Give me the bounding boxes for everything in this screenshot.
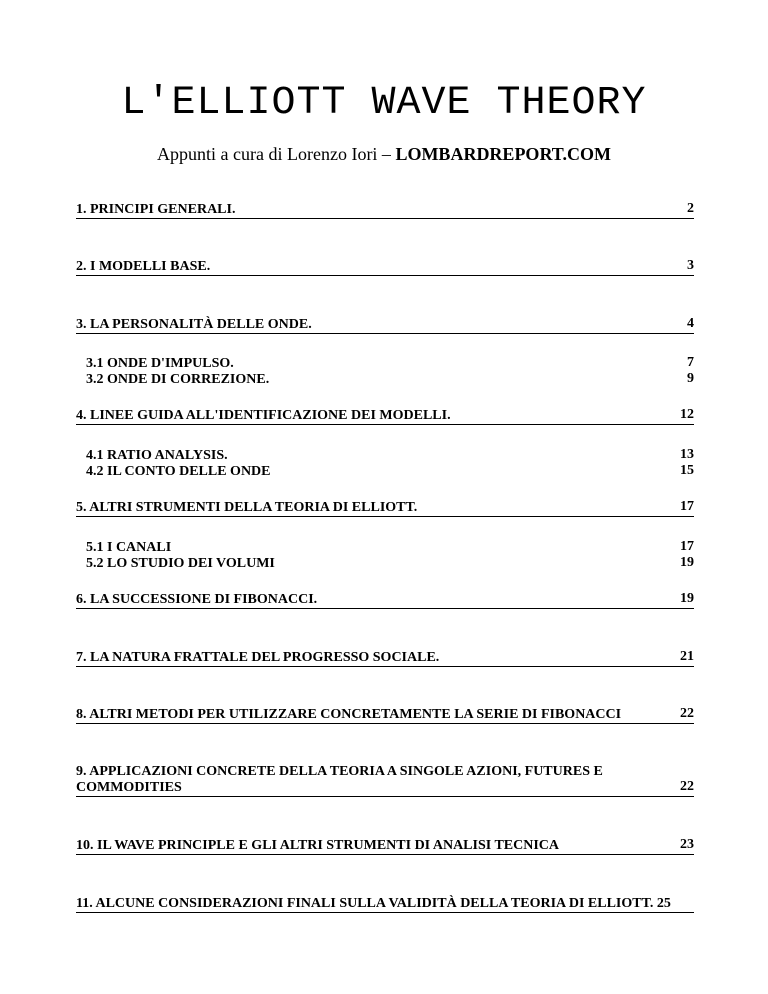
toc-entry-1[interactable]	[76, 202, 694, 219]
toc-entry-page: 4	[687, 316, 694, 331]
toc-entry-10[interactable]	[76, 838, 694, 855]
toc-entry-3[interactable]	[76, 317, 694, 334]
toc-entry-label: 6. LA SUCCESSIONE DI FIBONACCI.	[76, 592, 318, 607]
toc-entry-page: 15	[680, 463, 694, 478]
toc-entry-label: 2. I MODELLI BASE.	[76, 259, 211, 274]
toc-entry-label: 4.2 IL CONTO DELLE ONDE	[86, 464, 271, 479]
toc-entry-label: 3.2 ONDE DI CORREZIONE.	[86, 372, 270, 387]
toc-entry-page: 22	[680, 706, 694, 721]
document-title: L'ELLIOTT WAVE THEORY	[121, 81, 647, 126]
toc-entry-label: 7. LA NATURA FRATTALE DEL PROGRESSO SOCIALE.	[76, 650, 440, 665]
toc-entry-page: 25	[656, 896, 671, 911]
subtitle-brand: LOMBARDREPORT.COM	[395, 144, 611, 164]
toc-entry-page: 19	[680, 555, 694, 570]
subtitle-author: Appunti a cura di Lorenzo Iori –	[157, 144, 396, 164]
toc-entry-4-2[interactable]	[86, 464, 694, 480]
toc-entry-3-2[interactable]	[86, 372, 694, 388]
toc-entry-label: 4.1 RATIO ANALYSIS.	[86, 448, 228, 463]
toc-entry-label: 4. LINEE GUIDA ALL'IDENTIFICAZIONE DEI MODELLI.	[76, 408, 451, 423]
toc-entry-6[interactable]	[76, 592, 694, 609]
toc-entry-page: 23	[680, 837, 694, 852]
toc-entry-label: 8. ALTRI METODI PER UTILIZZARE CONCRETAMENTE LA SERIE DI FIBONACCI	[76, 707, 622, 722]
toc-entry-8[interactable]	[76, 707, 694, 724]
toc-entry-4-1[interactable]	[86, 448, 694, 464]
toc-entry-4[interactable]	[76, 408, 694, 425]
toc-entry-7[interactable]	[76, 650, 694, 667]
toc-entry-3-1[interactable]	[86, 356, 694, 372]
toc-entry-11[interactable]	[76, 896, 694, 913]
toc-entry-9[interactable]	[76, 764, 694, 797]
toc-entry-label: 5. ALTRI STRUMENTI DELLA TEORIA DI ELLIOTT.	[76, 500, 418, 515]
toc-entry-label: 3.1 ONDE D'IMPULSO.	[86, 356, 234, 371]
toc-entry-page: 7	[687, 355, 694, 370]
toc-entry-label: 10. IL WAVE PRINCIPLE E GLI ALTRI STRUMENTI DI ANALISI TECNICA	[76, 838, 560, 853]
toc-entry-page: 9	[687, 371, 694, 386]
toc-entry-page: 3	[687, 258, 694, 273]
toc-entry-label: 3. LA PERSONALITÀ DELLE ONDE.	[76, 317, 312, 332]
toc-entry-page: 2	[687, 201, 694, 216]
toc-entry-5-2[interactable]	[86, 556, 694, 572]
toc-entry-2[interactable]	[76, 259, 694, 276]
toc-entry-label: 1. PRINCIPI GENERALI.	[76, 202, 236, 217]
toc-entry-page: 13	[680, 447, 694, 462]
toc-entry-page: 19	[680, 591, 694, 606]
toc-entry-5-1[interactable]	[86, 540, 694, 556]
toc-entry-5[interactable]	[76, 500, 694, 517]
toc-entry-page: 22	[680, 779, 694, 794]
toc-entry-label: 5.1 I CANALI	[86, 540, 172, 555]
toc-entry-label: 5.2 LO STUDIO DEI VOLUMI	[86, 556, 275, 571]
toc-entry-label: 11. ALCUNE CONSIDERAZIONI FINALI SULLA VALIDITÀ DELLA TEORIA DI ELLIOTT.	[76, 896, 654, 911]
toc-entry-page: 17	[680, 499, 694, 514]
toc-entry-page: 21	[680, 649, 694, 664]
toc-entry-page: 12	[680, 407, 694, 422]
toc-entry-page: 17	[680, 539, 694, 554]
toc-entry-label: 9. APPLICAZIONI CONCRETE DELLA TEORIA A SINGOLE AZIONI, FUTURES E COMMODITIES	[76, 764, 603, 795]
